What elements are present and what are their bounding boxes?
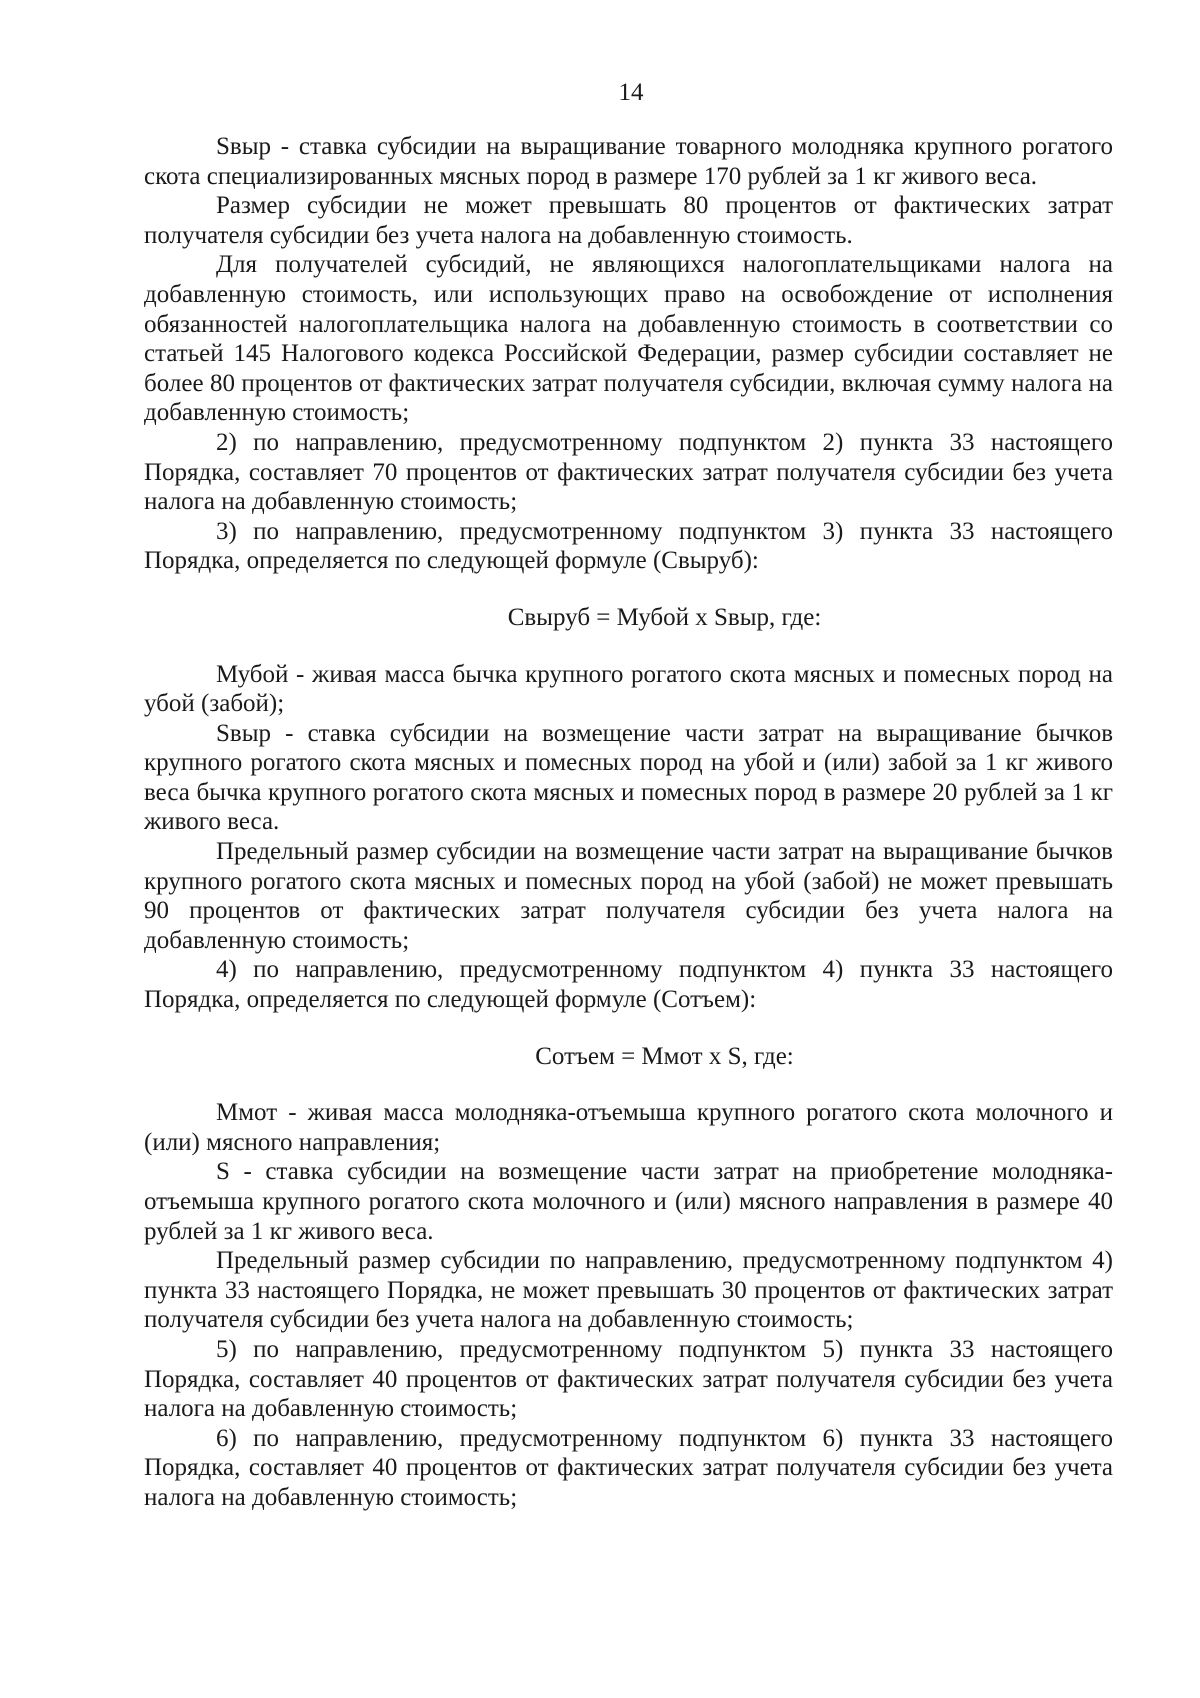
paragraph-s-rate-40: S - ставка субсидии на возмещение части затрат на приобретение молодняка-отъемыша крупного рогатого скота молочного и (или) мясного направления в размере 40 рублей за 1 кг живого веса. bbox=[144, 1158, 1113, 1245]
document-body bbox=[144, 132, 1113, 1513]
paragraph-item-6: 6) по направлению, предусмотренному подпунктом 6) пункта 33 настоящего Порядка, составляет 40 процентов от фактических затрат получателя субсидии без учета налога на добавленную стоимость; bbox=[144, 1424, 1113, 1511]
paragraph-limit-90-percent: Предельный размер субсидии на возмещение части затрат на выращивание бычков крупного рогатого скота мясных и помесных пород на убой (забой) не может превышать 90 процентов от фактических затрат получателя субсидии без учета налога на добавленную стоимость; bbox=[144, 838, 1113, 954]
paragraph-item-4: 4) по направлению, предусмотренному подпунктом 4) пункта 33 настоящего Порядка, определяется по следующей формуле (Сотъем): bbox=[144, 956, 1113, 1014]
paragraph-item-2: 2) по направлению, предусмотренному подпунктом 2) пункта 33 настоящего Порядка, составляет 70 процентов от фактических затрат получателя субсидии без учета налога на добавленную стоимость; bbox=[144, 428, 1113, 516]
paragraph-non-vat-payers: Для получателей субсидий, не являющихся налогоплательщиками налога на добавленную стоимость, или использующих право на освобождение от исполнения обязанностей налогоплательщика налога на добавленную стоимость в соответствии со статьей 145 Налогового кодекса Российской Федерации, размер субсидии составляет не более 80 процентов от фактических затрат получателя субсидии, включая сумму налога на добавленную стоимость; bbox=[144, 251, 1113, 427]
paragraph-limit-30-percent: Предельный размер субсидии по направлению, предусмотренному подпунктом 4) пункта 33 настоящего Порядка, не может превышать 30 процентов от фактических затрат получателя субсидии без учета налога на добавленную стоимость; bbox=[144, 1247, 1113, 1334]
paragraph-item-3: 3) по направлению, предусмотренному подпунктом 3) пункта 33 настоящего Порядка, определяется по следующей формуле (Свыруб): bbox=[144, 517, 1113, 575]
paragraph-sвыр-rate-20: Sвыр - ставка субсидии на возмещение части затрат на выращивание бычков крупного рогатого скота мясных и помесных пород на убой и (или) забой за 1 кг живого веса бычка крупного рогатого скота мясных и помесных пород в размере 20 рублей за 1 кг живого веса. bbox=[144, 719, 1113, 836]
paragraph-sвыр-rate-170: Sвыр - ставка субсидии на выращивание товарного молодняка крупного рогатого скота специализированных мясных пород в размере 170 рублей за 1 кг живого веса. bbox=[144, 133, 1113, 190]
paragraph-muboi-definition: Мубой - живая масса бычка крупного рогатого скота мясных и помесных пород на убой (забой); bbox=[144, 660, 1113, 718]
formula-svyrub: Свыруб = Мубой x Sвыр, где: bbox=[507, 603, 822, 631]
paragraph-mmot-definition: Ммот - живая масса молодняка-отъемыша крупного рогатого скота молочного и (или) мясного направления; bbox=[144, 1099, 1113, 1156]
paragraph-item-5: 5) по направлению, предусмотренному подпунктом 5) пункта 33 настоящего Порядка, составляет 40 процентов от фактических затрат получателя субсидии без учета налога на добавленную стоимость; bbox=[144, 1335, 1113, 1423]
formula-sotem: Сотъем = Ммот x S, где: bbox=[535, 1042, 794, 1070]
paragraph-limit-80-percent: Размер субсидии не может превышать 80 процентов от фактических затрат получателя субсидии без учета налога на добавленную стоимость. bbox=[144, 192, 1113, 249]
page-number: 14 bbox=[618, 79, 644, 106]
